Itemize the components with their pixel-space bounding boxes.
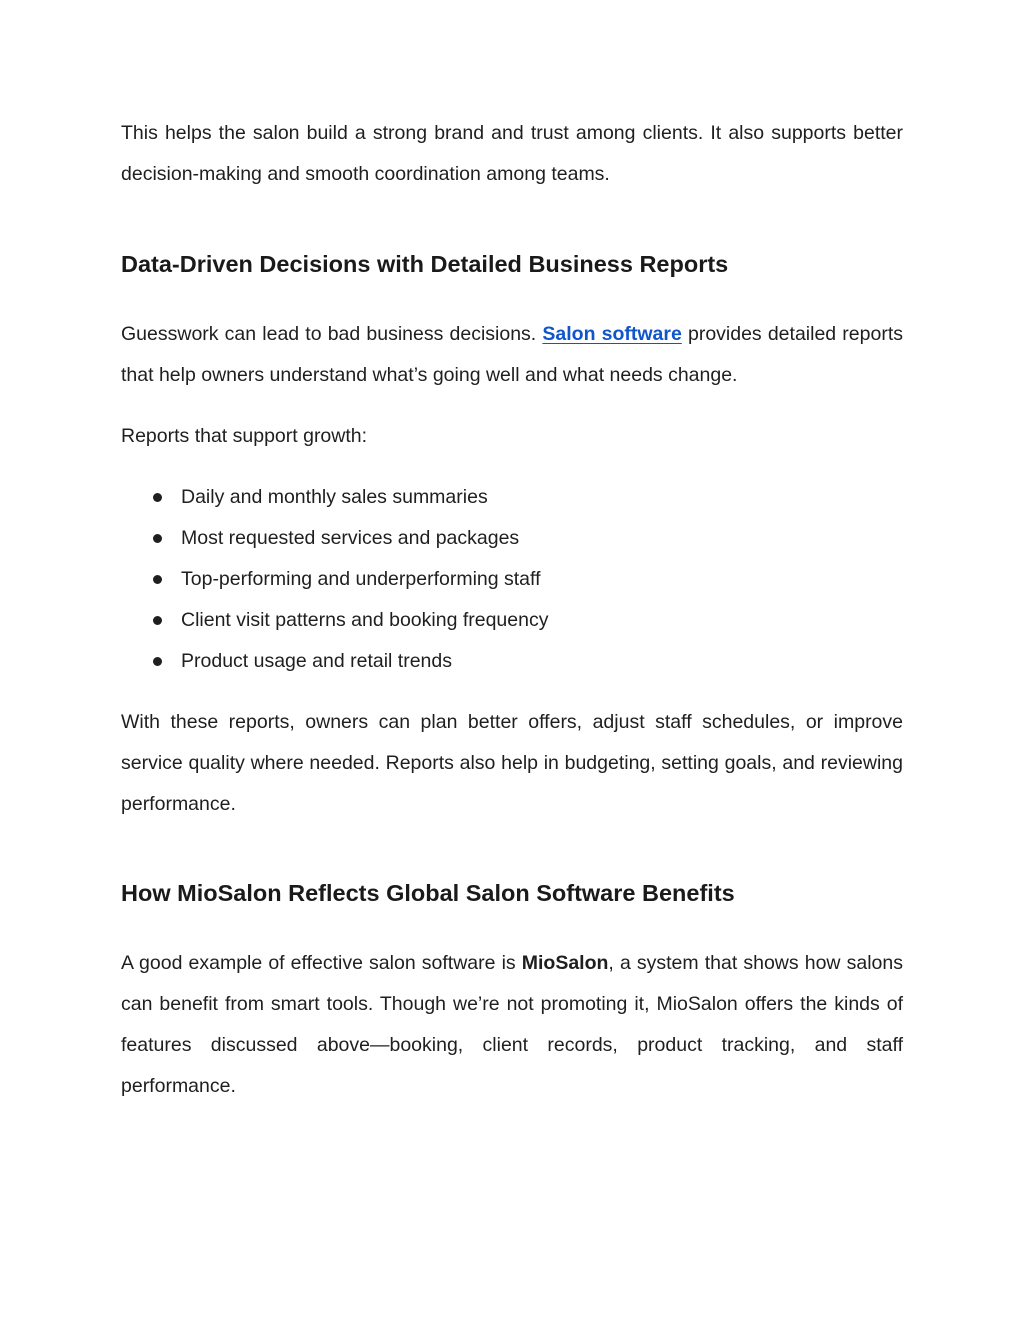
list-item: [121, 559, 903, 600]
reports-closing-paragraph: With these reports, owners can plan better offers, adjust staff schedules, or improve service quality where needed. Reports also help in budgeting, setting goals, and reviewing performance.: [121, 711, 903, 815]
list-item-text: Most requested services and packages: [181, 527, 520, 549]
list-intro: Reports that support growth:: [121, 425, 368, 447]
bullet-icon: [153, 657, 162, 666]
miosalon-paragraph: [121, 943, 903, 1107]
reports-bullet-list: [121, 477, 903, 682]
intro-paragraph: This helps the salon build a strong brand and trust among clients. It also supports better decision-making and smooth coordination among teams.: [121, 122, 903, 185]
miosalon-name-bold: MioSalon: [521, 952, 609, 974]
bullet-icon: [153, 575, 162, 584]
list-item: [121, 600, 903, 641]
list-item-text: Top-performing and underperforming staff: [181, 568, 541, 590]
reports-paragraph-text-start: Guesswork can lead to bad business decisions.: [121, 323, 543, 345]
section-heading-reports: Data-Driven Decisions with Detailed Business Reports: [121, 251, 729, 277]
list-item: [121, 641, 903, 682]
document-page: [121, 113, 903, 1107]
reports-paragraph: [121, 314, 903, 396]
list-item-text: Product usage and retail trends: [181, 650, 453, 672]
salon-software-link[interactable]: Salon software: [542, 323, 682, 345]
bullet-icon: [153, 493, 162, 502]
miosalon-paragraph-text-end: , a system that shows how salons can benefit from smart tools. Though we’re not promoting it, MioSalon offers the kinds of features discussed above—booking, client records, product tracking, and staff performance.: [121, 952, 903, 1097]
list-item-text: Daily and monthly sales summaries: [181, 486, 488, 508]
bullet-icon: [153, 616, 162, 625]
bullet-icon: [153, 534, 162, 543]
list-item: [121, 477, 903, 518]
list-item-text: Client visit patterns and booking frequency: [181, 609, 549, 631]
list-item: [121, 518, 903, 559]
miosalon-paragraph-text-start: A good example of effective salon software is: [121, 952, 522, 974]
reports-paragraph-text-end: provides detailed reports that help owners understand what’s going well and what needs change.: [121, 323, 903, 386]
section-heading-miosalon: How MioSalon Reflects Global Salon Software Benefits: [121, 880, 735, 906]
